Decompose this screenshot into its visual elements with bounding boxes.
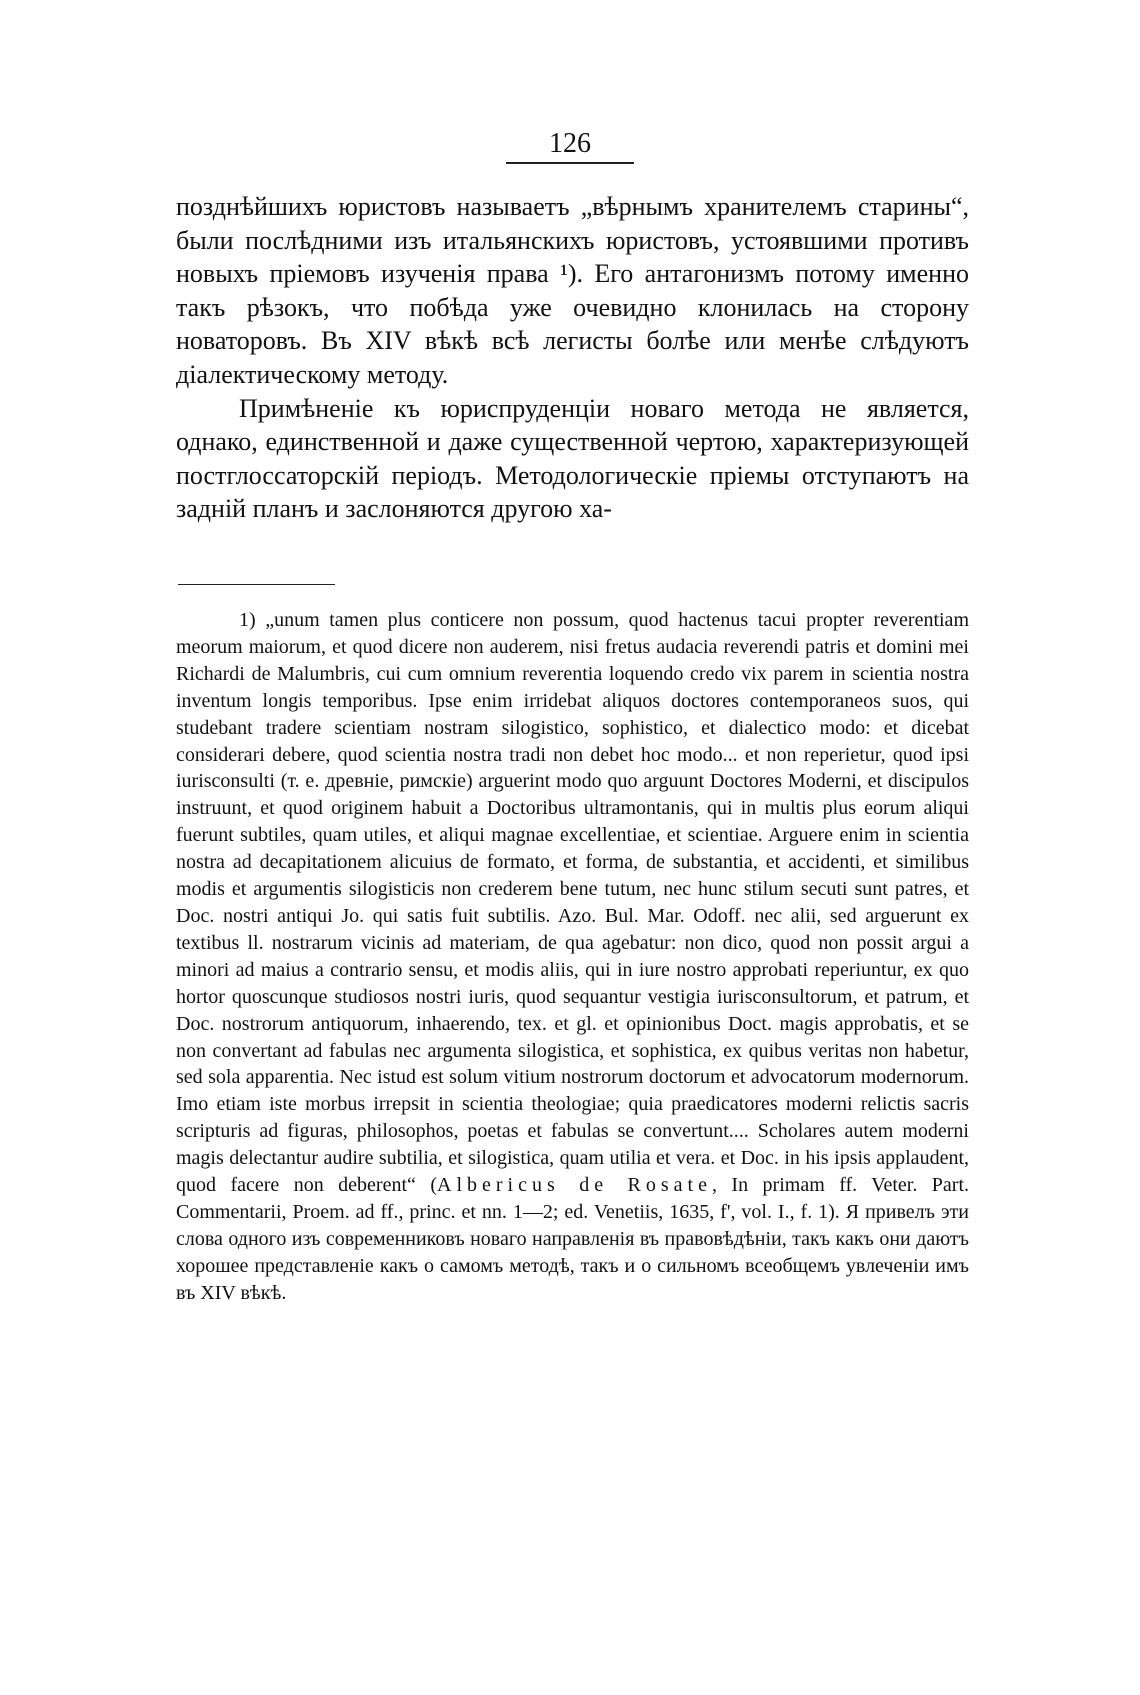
main-text [176, 190, 969, 526]
footnote-citation: , In primam ff. Veter. Part. Commentarii, Proem. ad ff., princ. et nn. 1—2; ed. Venetiis, 1635, f', vol. I., f. 1). Я привелъ эти слова одного изъ современниковъ новаго направленія въ правовѣдѣніи, такъ какъ они даютъ хорошее представленіе какъ о самомъ методѣ, такъ и о сильномъ всеобщемъ увлеченіи имъ въ XIV вѣкѣ. [176, 1174, 969, 1304]
footnote-quote: „unum tamen plus conticere non possum, quod hactenus tacui propter reverentiam meorum maiorum, et quod dicere non auderem, nisi fretus audacia reverendi patris et domini mei Richardi de Malumbris, cui cum omnium reverentia loquendo credo vix parem in scientia nostra inventum longis temporibus. Ipse enim irridebat aliquos doctores contemporaneos suos, qui studebant tradere scientiam nostram silogistico, sophistico, et dialectico modo: et dicebat considerari debere, quod scientia nostra tradi non debet hoc modo... et non reperietur, quod ipsi iurisconsulti (т. е. древніе, римскіе) arguerint modo quo arguunt Doctores Moderni, et discipulos instruunt, et quod originem habuit a Doctoribus ultramontanis, qui in multis plus eorum aliqui fuerunt subtiles, quam utiles, et aliqui magnae excellentiae, et scientiae. Arguere enim in scientia nostra ad decapitationem alicuius de formato, et forma, de substantia, et accidenti, et similibus modis et argumentis silogisticis non crederem bene tutum, nec hunc stilum secuti sunt patres, et Doc. nostri antiqui Jo. qui satis fuit subtilis. Azo. Bul. Mar. Odoff. nec alii, sed arguerunt ex textibus ll. nostrarum vicinis ad materiam, de qua agebatur: non dico, quod non possit argui a minori ad maius a contrario sensu, et modis aliis, qui in iure nostro approbati reperiuntur, ex quo hortor quoscunque studiosos nostri iuris, quod sequantur vestigia iurisconsultorum, et patrum, et Doc. nostrorum antiquorum, inhaerendo, tex. et gl. et opinionibus Doct. magis approbatis, et se non convertant ad fabulas nec argumenta silogistica, et sophistica, ex quibus veritas non habetur, sed sola apparentia. Nec istud est solum vitium nostrorum doctorum et advocatorum modernorum. Imo etiam iste morbus irrepsit in scientia theologiae; quia praedicatores moderni relictis sacris scripturis ad figuras, philosophos, poetas et fabulas se convertunt.... Scholares autem moderni magis delectantur audire subtilia, et silogistica, quam utilia et vera. et Doc. in his ipsis applaudent, quod facere non deberent“ ( [176, 609, 969, 1197]
page-number: 126 [549, 128, 591, 159]
footnote-marker: 1) [239, 609, 256, 631]
main-paragraph-2: Примѣненіе къ юриспруденціи новаго метода не является, однако, единственной и даже существенной чертою, характеризующей постглоссаторскій періодъ. Методологическіе пріемы отступаютъ на задній планъ и заслоняются другою ха- [176, 393, 969, 524]
footnote-divider [178, 584, 335, 585]
main-paragraph-1: позднѣйшихъ юристовъ называетъ „вѣрнымъ хранителемъ старины“, были послѣдними изъ итальянскихъ юристовъ, устоявшими противъ новыхъ пріемовъ изученія права ¹). Его антагонизмъ потому именно такъ рѣзокъ, что побѣда уже очевидно клонилась на сторону новаторовъ. Въ XIV вѣкѣ всѣ легисты болѣе или менѣе слѣдуютъ діалектическому методу. [176, 192, 969, 389]
page-number-underline [506, 162, 634, 164]
footnote-author: Albericus de Rosate [437, 1174, 712, 1197]
footnote [176, 607, 969, 1307]
